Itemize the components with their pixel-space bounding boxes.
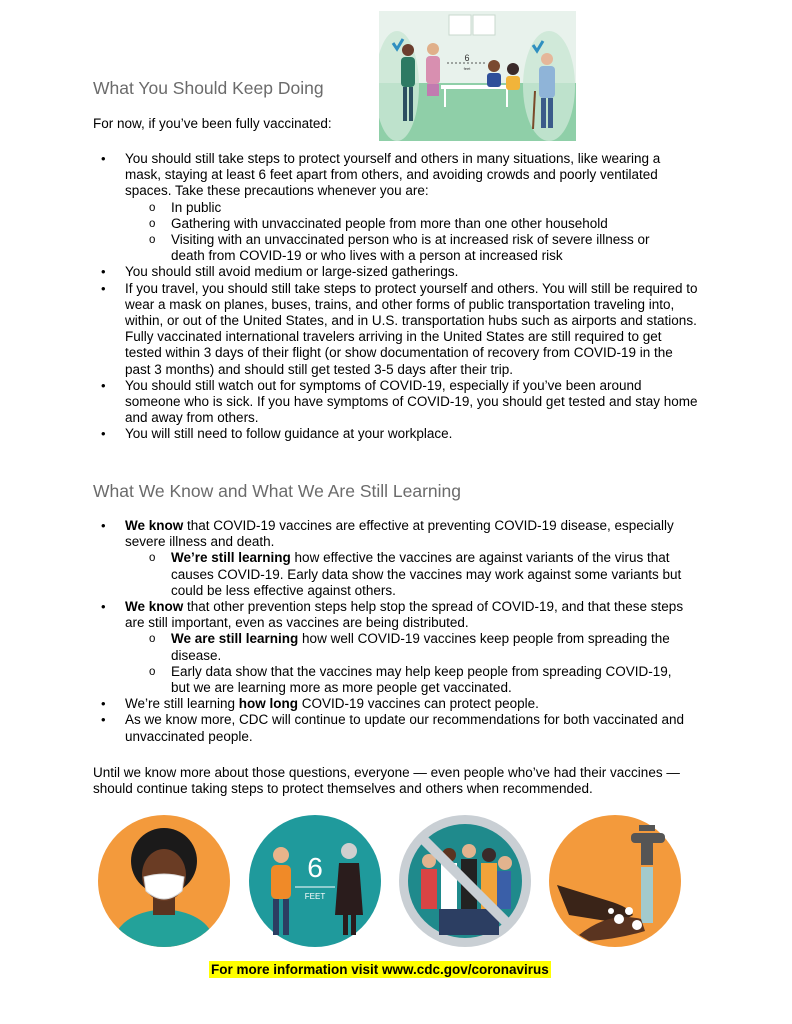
list-item: • You should still avoid medium or large-sized gatherings.: [93, 264, 698, 280]
footer-link-text: For more information visit www.cdc.gov/coronavirus: [211, 962, 549, 977]
sub-list-item: o We are still learning how well COVID-19 vaccines keep people from spreading the disease.: [125, 631, 701, 663]
sub-list-item: o Gathering with unvaccinated people from more than one other household: [125, 216, 698, 232]
list-item: • You should still take steps to protect yourself and others in many situations, like wearing a mask, staying at least 6 feet apart from others, and avoiding crowds and poorly ventilated spaces. Take these precautions whenever you are: o In public o Gathering with unvaccinated people from more than one other household o Visiting with an unvaccinated person who is at increased risk of severe illness or death from COVID-19 or who lives with a person at increased risk: [93, 151, 698, 264]
hero-illustration: [379, 11, 576, 141]
distance-unit-label: FEET: [304, 892, 326, 901]
intro-text: For now, if you’ve been fully vaccinated:: [93, 116, 332, 131]
distance-label: 6: [464, 53, 470, 63]
sub-list: [125, 200, 698, 265]
sub-list-item: o Early data show that the vaccines may help keep people from spreading COVID-19, but we are learning more as more people get vaccinated.: [125, 664, 701, 696]
distance-number: 6: [307, 852, 323, 883]
closing-paragraph: Until we know more about those questions, everyone — even people who’ve had their vaccines — should continue taking steps to protect themselves and others when recommended.: [93, 765, 680, 797]
list-item: • You will still need to follow guidance at your workplace.: [93, 426, 698, 442]
sub-list: [125, 631, 701, 696]
section-heading-still-learning: What We Know and What We Are Still Learning: [93, 481, 462, 501]
list-item: • As we know more, CDC will continue to update our recommendations for both vaccinated and unvaccinated people.: [93, 712, 701, 744]
sub-list-item: o We’re still learning how effective the vaccines are against variants of the virus that causes COVID-19. Early data show the vaccines may work against some variants but could be less effective against others.: [125, 550, 701, 599]
six-feet-distance-icon: [249, 815, 381, 947]
list-item: • We’re still learning how long COVID-19 vaccines can protect people.: [93, 696, 701, 712]
no-crowds-icon: [399, 815, 531, 947]
list-item: • If you travel, you should still take steps to protect yourself and others. You will still be required to wear a mask on planes, buses, trains, and other forms of public transportation traveling into, within, or out of the United States, and in U.S. transportation hubs such as airports and stations. Fully vaccinated international travelers arriving in the United States are still required to get tested within 3 days of their flight (or show documentation of recovery from COVID-19 in the past 3 months) and should still get tested 3-5 days after their trip.: [93, 281, 698, 378]
section-heading-keep-doing: What You Should Keep Doing: [93, 78, 324, 98]
sub-list-item: o In public: [125, 200, 698, 216]
list-item: • We know that other prevention steps help stop the spread of COVID-19, and that these steps are still important, even as vaccines are being distributed. o We are still learning how well COVID-19 vaccines keep people from spreading the disease. o Early data show that the vaccines may help keep people from spreading COVID-19, but we are learning more as more people get vaccinated.: [93, 599, 701, 696]
distance-unit: feet: [463, 66, 471, 71]
sub-list-item: o Visiting with an unvaccinated person who is at increased risk of severe illness or death from COVID-19 or who lives with a person at increased risk: [125, 232, 698, 264]
masked-person-icon: [98, 815, 230, 947]
list-item: • You should still watch out for symptoms of COVID-19, especially if you’ve been around someone who is sick. If you have symptoms of COVID-19, you should get tested and stay home and away from others.: [93, 378, 698, 427]
keep-doing-list: [93, 151, 698, 443]
handwashing-icon: [549, 815, 681, 947]
list-item: • We know that COVID-19 vaccines are effective at preventing COVID-19 disease, especially severe illness and death. o We’re still learning how effective the vaccines are against variants of the virus that causes COVID-19. Early data show the vaccines may work against some variants but could be less effective against others.: [93, 518, 701, 599]
sub-list: [125, 550, 701, 599]
still-learning-list: [93, 518, 701, 745]
